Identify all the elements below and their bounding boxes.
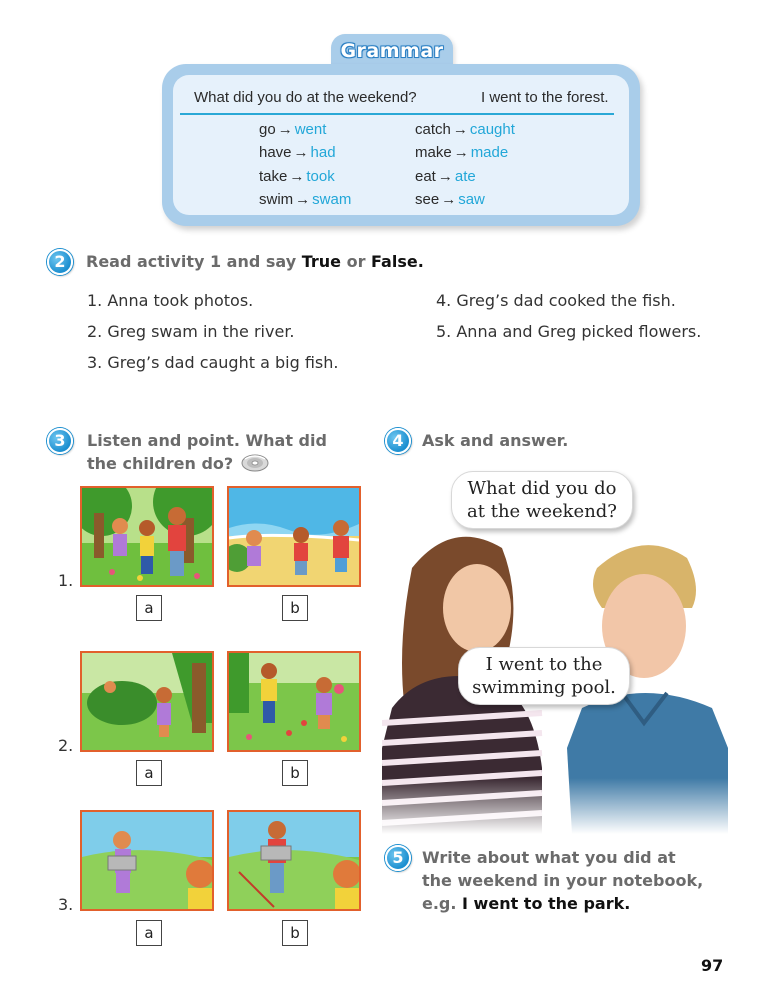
statement-1: 1. Anna took photos. — [87, 291, 254, 310]
picture-2a[interactable] — [80, 651, 214, 752]
activity-4-instruction: Ask and answer. — [422, 431, 569, 450]
verb-pair: take → took — [259, 168, 335, 185]
row-label: 2. — [58, 736, 74, 755]
row-label: 3. — [58, 895, 74, 914]
option-2a-box[interactable]: a — [136, 760, 162, 786]
picture-3b[interactable] — [227, 810, 361, 911]
grammar-divider — [180, 113, 614, 115]
statement-4: 4. Greg’s dad cooked the fish. — [436, 291, 676, 310]
girl-with-fish-illustration — [82, 812, 212, 909]
verb-pair: make → made — [415, 144, 509, 161]
speech-bubble-answer: I went to the swimming pool. — [458, 647, 630, 705]
activity-5-badge: 5 — [385, 845, 411, 871]
activity-3-instruction: Listen and point. What did the children do? — [87, 431, 327, 473]
flowers-scene-illustration — [229, 653, 359, 750]
option-3a-box[interactable]: a — [136, 920, 162, 946]
activity-5-instruction: Write about what you did at the weekend in your notebook, e.g. I went to the park. — [422, 848, 704, 913]
verb-pair: have → had — [259, 144, 336, 161]
dad-with-fish-illustration — [229, 812, 359, 909]
row-label: 1. — [58, 571, 74, 590]
activity-4-badge: 4 — [385, 428, 411, 454]
audio-cd-icon[interactable] — [240, 451, 270, 473]
page-number: 97 — [701, 956, 724, 975]
option-3b-box[interactable]: b — [282, 920, 308, 946]
verb-pair: catch → caught — [415, 121, 515, 138]
beach-scene-illustration — [229, 488, 359, 585]
activity-3-badge: 3 — [47, 428, 73, 454]
statement-3: 3. Greg’s dad caught a big fish. — [87, 353, 339, 372]
option-2b-box[interactable]: b — [282, 760, 308, 786]
verb-pair: eat → ate — [415, 168, 476, 185]
picture-3a[interactable] — [80, 810, 214, 911]
activity-2-badge: 2 — [47, 249, 73, 275]
grammar-question: What did you do at the weekend? — [194, 89, 417, 106]
option-1b-box[interactable]: b — [282, 595, 308, 621]
forest-scene-illustration — [82, 488, 212, 585]
verb-pair: see → saw — [415, 191, 485, 208]
statement-5: 5. Anna and Greg picked flowers. — [436, 322, 702, 341]
statement-2: 2. Greg swam in the river. — [87, 322, 295, 341]
grammar-title: Grammar — [340, 40, 444, 62]
grammar-answer: I went to the forest. — [481, 89, 609, 106]
activity-2-instruction: Read activity 1 and say True or False. — [86, 252, 424, 271]
verb-pair: go → went — [259, 121, 327, 138]
picture-1b[interactable] — [227, 486, 361, 587]
picture-2b[interactable] — [227, 651, 361, 752]
speech-bubble-question: What did you do at the weekend? — [451, 471, 633, 529]
verb-pair: swim → swam — [259, 191, 352, 208]
option-1a-box[interactable]: a — [136, 595, 162, 621]
bush-scene-illustration — [82, 653, 212, 750]
picture-1a[interactable] — [80, 486, 214, 587]
